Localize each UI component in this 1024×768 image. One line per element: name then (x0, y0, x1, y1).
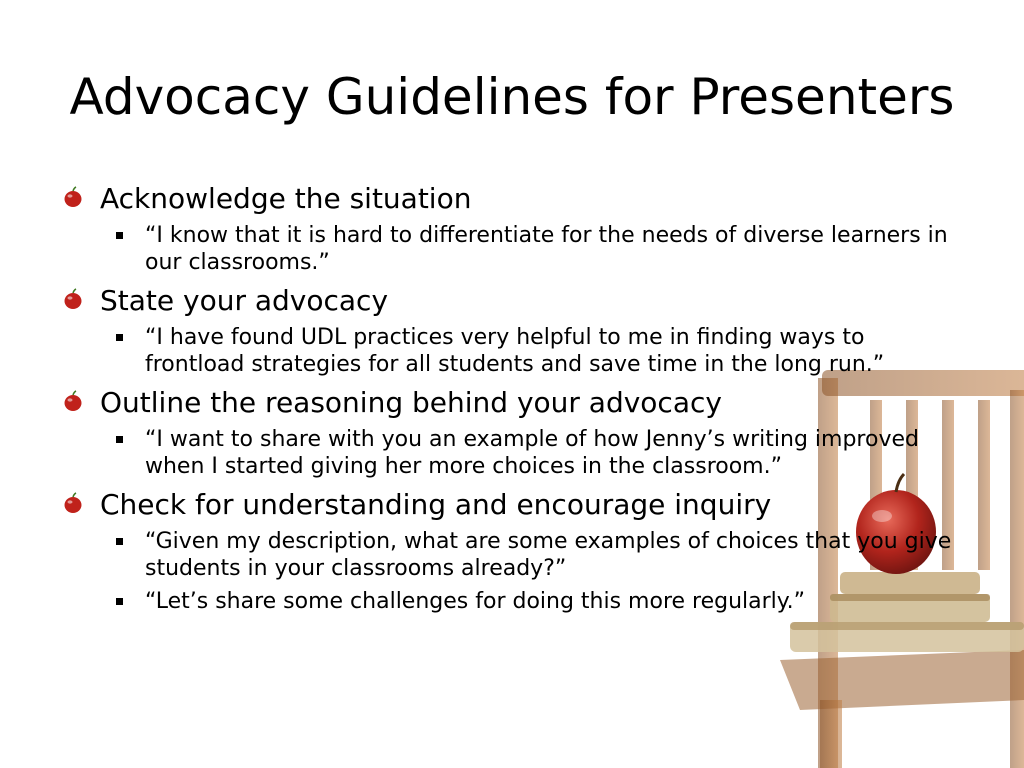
apple-icon (63, 186, 83, 208)
sub-bullet-text: “Given my description, what are some examples of choices that you give students in your classrooms already?” (145, 529, 952, 581)
square-bullet-icon (116, 334, 123, 341)
sub-bullet-text: “I want to share with you an example of how Jenny’s writing improved when I started giving her more choices in the classroom.” (145, 427, 919, 479)
bullet-item (62, 384, 962, 422)
bullet-text: Outline the reasoning behind your advocacy (100, 386, 722, 419)
bullet-list (62, 180, 962, 621)
square-bullet-icon (116, 436, 123, 443)
square-bullet-icon (116, 598, 123, 605)
sub-bullet-item (62, 528, 962, 582)
bullet-item (62, 180, 962, 218)
apple-icon (63, 288, 83, 310)
bullet-text: Acknowledge the situation (100, 182, 472, 215)
slide-title: Advocacy Guidelines for Presenters (69, 68, 955, 126)
sub-bullet-item (62, 426, 962, 480)
bullet-item (62, 486, 962, 524)
apple-icon (63, 390, 83, 412)
sub-bullet-text: “Let’s share some challenges for doing this more regularly.” (145, 589, 806, 614)
sub-bullet-item (62, 588, 962, 615)
apple-icon (63, 492, 83, 514)
sub-bullet-text: “I have found UDL practices very helpful to me in finding ways to frontload strategies for all students and save time in the long run.” (145, 325, 885, 377)
bullet-item (62, 282, 962, 320)
bullet-text: State your advocacy (100, 284, 389, 317)
square-bullet-icon (116, 232, 123, 239)
bullet-text: Check for understanding and encourage inquiry (100, 488, 772, 521)
sub-bullet-text: “I know that it is hard to differentiate for the needs of diverse learners in our classrooms.” (145, 223, 948, 275)
sub-bullet-item (62, 324, 962, 378)
square-bullet-icon (116, 538, 123, 545)
sub-bullet-item (62, 222, 962, 276)
